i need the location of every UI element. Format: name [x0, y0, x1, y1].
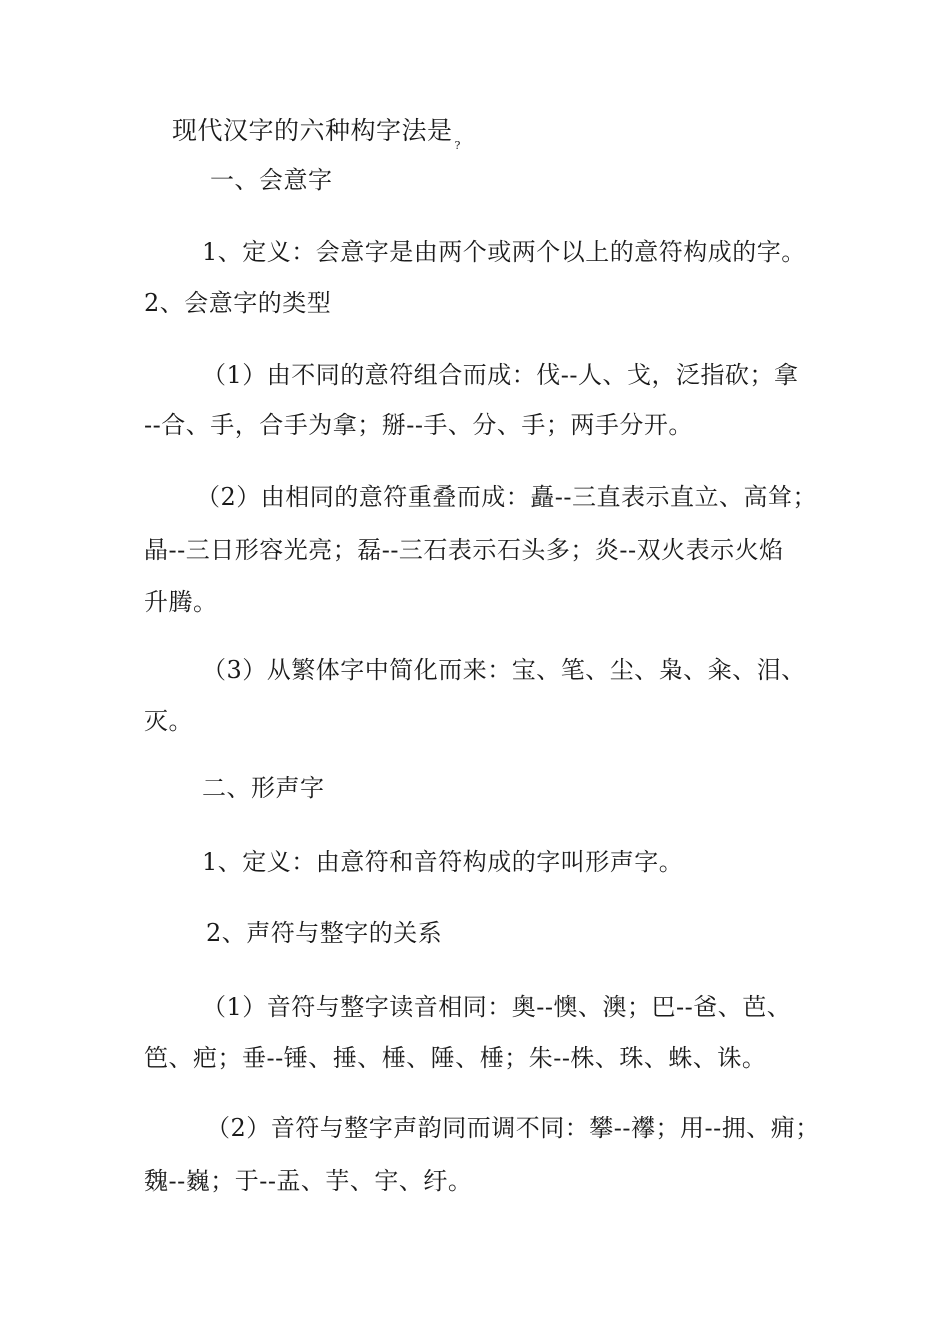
title-question-mark: ?	[454, 139, 461, 152]
section-heading: 二、形声字	[202, 774, 325, 802]
paragraph-line: 灭。	[144, 707, 193, 735]
subsection-heading: 2、声符与整字的关系	[206, 919, 443, 947]
definition-text: 1、定义：会意字是由两个或两个以上的意符构成的字。	[202, 238, 806, 266]
paragraph-line: （3）从繁体字中简化而来：宝、笔、尘、枭、籴、泪、	[202, 656, 806, 684]
paragraph-line: （1）由不同的意符组合而成：伐--人、戈，泛指砍；拿	[202, 361, 799, 389]
paragraph-line: 笆、疤；垂--锤、捶、棰、陲、棰；朱--株、珠、蛛、诛。	[144, 1044, 767, 1072]
paragraph-line: --合、手，合手为拿；掰--手、分、手；两手分开。	[144, 411, 693, 439]
paragraph-line: 魏--巍；于--盂、芋、宇、纡。	[144, 1167, 473, 1195]
paragraph-line: （1）音符与整字读音相同：奥--懊、澳；巴--爸、芭、	[202, 993, 792, 1021]
subsection-heading: 2、会意字的类型	[144, 289, 332, 317]
paragraph-line: （2）由相同的意符重叠而成：矗--三直表示直立、高耸；	[196, 483, 817, 511]
document-title	[172, 116, 461, 161]
paragraph-line: （2）音符与整字声韵同而调不同：攀--襻；用--拥、痈；	[206, 1114, 820, 1142]
definition-text: 1、定义：由意符和音符构成的字叫形声字。	[202, 848, 684, 876]
section-heading: 一、会意字	[210, 166, 333, 194]
paragraph-line: 晶--三日形容光亮；磊--三石表示石头多；炎--双火表示火焰	[144, 536, 784, 564]
paragraph-line: 升腾。	[144, 588, 218, 616]
title-text: 现代汉字的六种构字法是	[172, 116, 453, 145]
